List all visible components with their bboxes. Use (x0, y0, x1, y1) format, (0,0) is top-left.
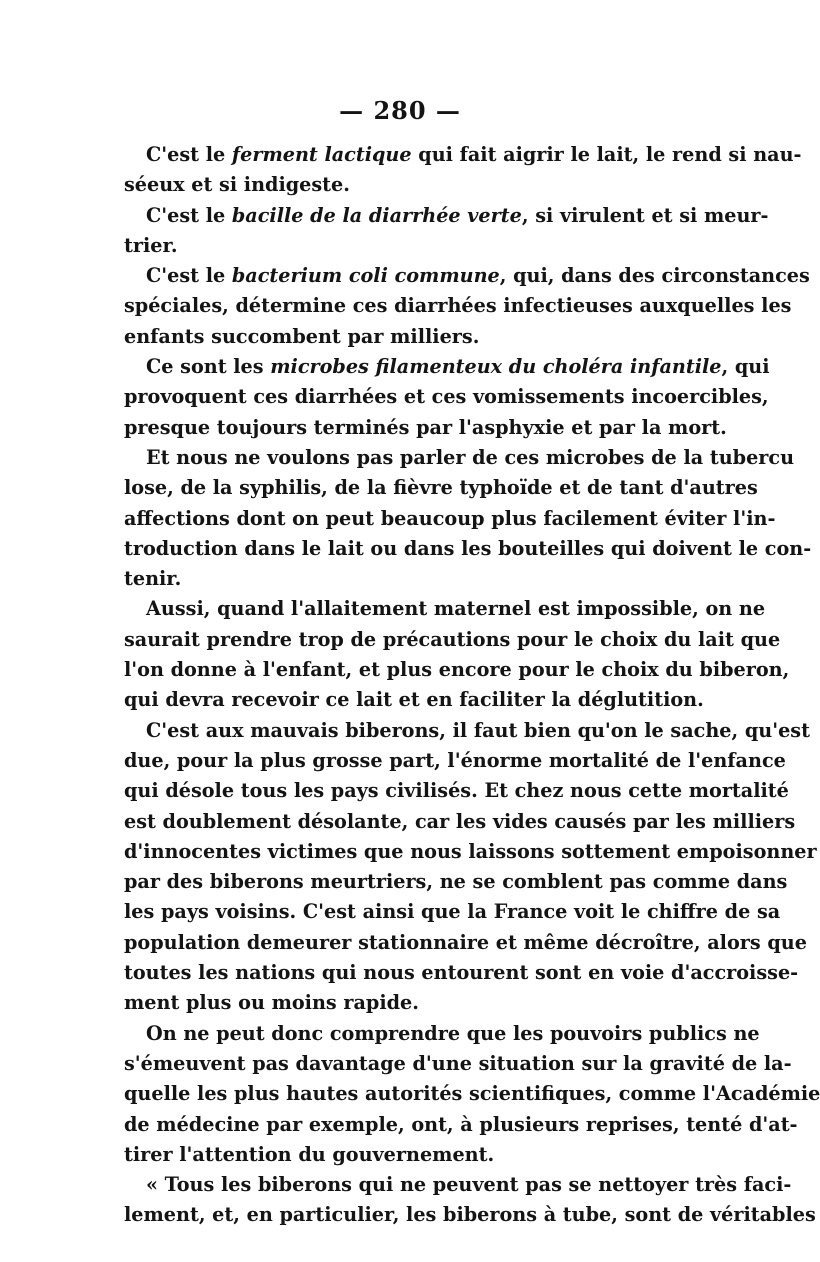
text-segment: On ne peut donc comprendre que les pouvoirs publics ne (146, 1021, 760, 1045)
text-segment: l'on donne à l'enfant, et plus encore pour le choix du biberon, (124, 658, 790, 682)
text-segment: tenir. (124, 567, 182, 591)
text-line (124, 291, 792, 321)
text-segment: C'est le (146, 264, 232, 288)
text-line (124, 1200, 816, 1230)
text-line (124, 352, 770, 382)
text-segment: , qui, dans des circonstances (499, 264, 810, 288)
text-line (124, 1079, 820, 1109)
text-line (124, 655, 790, 685)
text-segment: de médecine par exemple, ont, à plusieurs reprises, tenté d'at- (124, 1112, 798, 1136)
text-segment: s'émeuvent pas davantage d'une situation sur la gravité de la- (124, 1051, 792, 1075)
text-segment: C'est le (146, 143, 232, 166)
text-line (124, 140, 802, 170)
text-line (124, 1110, 798, 1140)
text-line (124, 261, 810, 291)
text-segment: troduction dans le lait ou dans les bouteilles qui doivent le con- (124, 536, 812, 560)
text-segment: lose, de la syphilis, de la fièvre typhoïde et de tant d'autres (124, 476, 758, 500)
text-line (124, 594, 766, 624)
text-segment: les pays voisins. C'est ainsi que la France voit le chiffre de sa (124, 900, 781, 924)
text-segment: lement, et, en particulier, les biberons à tube, sont de véritables (124, 1203, 816, 1227)
text-line (124, 958, 799, 988)
text-line (124, 867, 788, 897)
text-segment: séeux et si indigeste. (124, 173, 350, 197)
text-segment: ment plus ou moins rapide. (124, 991, 419, 1015)
italic-term: bacille de la diarrhée verte (231, 203, 522, 227)
text-line (124, 1140, 672, 1170)
text-segment: qui désole tous les pays civilisés. Et chez nous cette mortalité (124, 779, 789, 803)
text-line (124, 625, 781, 655)
text-segment: trier. (124, 233, 178, 257)
text-segment: presque toujours terminés par l'asphyxie et par la mort. (124, 415, 727, 439)
text-segment: , si virulent et si meur- (521, 203, 769, 227)
text-line (124, 382, 769, 412)
text-segment: C'est le (146, 203, 232, 227)
text-line (124, 746, 786, 776)
text-line (124, 897, 781, 927)
text-segment: toutes les nations qui nous entourent sont en voie d'accroisse- (124, 961, 799, 985)
text-line (124, 928, 807, 958)
text-segment: qui fait aigrir le lait, le rend si nau- (411, 143, 802, 166)
text-segment: Aussi, quand l'allaitement maternel est impossible, on ne (146, 597, 766, 621)
text-line (124, 473, 758, 503)
text-line (124, 322, 672, 352)
text-segment: qui devra recevoir ce lait et en faciliter la déglutition. (124, 688, 704, 712)
text-segment: , qui (721, 355, 770, 379)
text-line (124, 837, 817, 867)
text-segment: population demeurer stationnaire et même décroître, alors que (124, 930, 807, 954)
text-line (124, 1049, 792, 1079)
text-segment: due, pour la plus grosse part, l'énorme mortalité de l'enfance (124, 748, 786, 772)
text-line (124, 170, 672, 200)
text-segment: quelle les plus hautes autorités scientifiques, comme l'Académie (124, 1082, 820, 1106)
italic-term: bacterium coli commune (231, 264, 500, 288)
text-line (124, 443, 795, 473)
text-line (124, 534, 812, 564)
text-segment: spéciales, détermine ces diarrhées infectieuses auxquelles les (124, 294, 792, 318)
text-line (124, 685, 704, 715)
text-line (124, 807, 796, 837)
text-segment: « Tous les biberons qui ne peuvent pas se nettoyer très faci- (146, 1173, 792, 1197)
page-number: — 280 — (339, 96, 461, 125)
text-line (124, 1170, 792, 1200)
text-segment: Et nous ne voulons pas parler de ces microbes de la tubercu (146, 445, 795, 469)
text-segment: est doublement désolante, car les vides causés par les milliers (124, 809, 796, 833)
text-segment: d'innocentes victimes que nous laissons sottement empoisonner (124, 839, 817, 863)
text-line (124, 564, 672, 594)
text-line (124, 716, 810, 746)
text-line (124, 201, 769, 231)
text-segment: par des biberons meurtriers, ne se comblent pas comme dans (124, 870, 788, 894)
text-line (124, 504, 776, 534)
italic-term: microbes filamenteux du choléra infantile (270, 355, 722, 379)
text-segment: saurait prendre trop de précautions pour le choix du lait que (124, 627, 781, 651)
italic-term: ferment lactique (231, 143, 412, 166)
text-segment: affections dont on peut beaucoup plus facilement éviter l'in- (124, 506, 776, 530)
text-segment: Ce sont les (146, 355, 271, 379)
text-line (124, 1019, 760, 1049)
text-segment: C'est aux mauvais biberons, il faut bien qu'on le sache, qu'est (146, 718, 810, 742)
text-segment: provoquent ces diarrhées et ces vomissements incoercibles, (124, 385, 769, 409)
text-line (124, 988, 672, 1018)
text-segment: enfants succombent par milliers. (124, 324, 480, 348)
text-line (124, 413, 727, 443)
text-line (124, 231, 672, 261)
body-text (124, 140, 820, 1231)
text-line (124, 776, 789, 806)
text-segment: tirer l'attention du gouvernement. (124, 1142, 495, 1166)
